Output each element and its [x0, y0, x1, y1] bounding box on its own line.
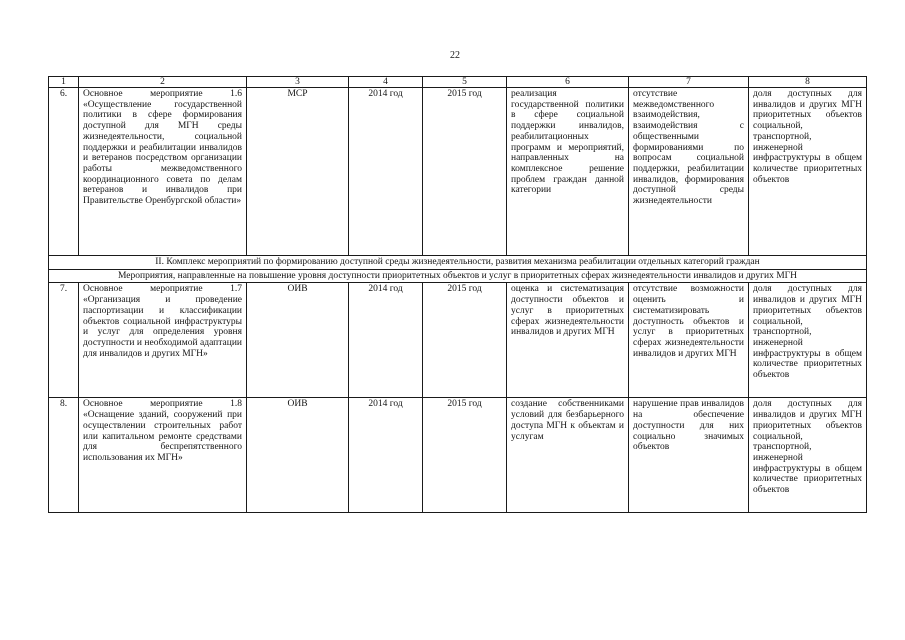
column-number: 8	[749, 77, 867, 88]
row-number: 6.	[49, 88, 79, 256]
measure-name: Основное мероприятие 1.7 «Организация и проведение паспортизации и классификации объектов социальной инфраструктуры и услуг для определения уровня доступности и необходимой адаптации для инвалидов и других МГН»	[79, 283, 247, 398]
start-year: 2014 год	[349, 398, 423, 513]
column-number: 1	[49, 77, 79, 88]
subsection-title: Мероприятия, направленные на повышение уровня доступности приоритетных объектов и услуг в приоритетных сферах жизнедеятельности инвалидов и других МГН	[49, 269, 867, 283]
end-year: 2015 год	[423, 283, 507, 398]
related-indicator: доля доступных для инвалидов и других МГН приоритетных объектов социальной, транспортной, инженерной инфраструктуры в общем количестве приоритетных объектов	[749, 283, 867, 398]
column-number: 2	[79, 77, 247, 88]
end-year: 2015 год	[423, 88, 507, 256]
related-indicator: доля доступных для инвалидов и других МГН приоритетных объектов социальной, транспортной, инженерной инфраструктуры в общем количестве приоритетных объектов	[749, 88, 867, 256]
non-implementation-consequence: отсутствие возможности оценить и систематизировать доступность объектов и услуг в приоритетных сферах жизнедеятельности инвалидов и других МГН	[629, 283, 749, 398]
executor: ОИВ	[247, 398, 349, 513]
start-year: 2014 год	[349, 283, 423, 398]
table-row	[49, 88, 867, 256]
section-title: II. Комплекс мероприятий по формированию доступной среды жизнедеятельности, развития механизма реабилитации отдельных категорий граждан	[49, 256, 867, 270]
related-indicator: доля доступных для инвалидов и других МГН приоритетных объектов социальной, транспортной, инженерной инфраструктуры в общем количестве приоритетных объектов	[749, 398, 867, 513]
table-row	[49, 283, 867, 398]
column-number: 4	[349, 77, 423, 88]
end-year: 2015 год	[423, 398, 507, 513]
row-number: 8.	[49, 398, 79, 513]
row-number: 7.	[49, 283, 79, 398]
non-implementation-consequence: нарушение прав инвалидов на обеспечение доступности для них социально значимых объектов	[629, 398, 749, 513]
measures-table	[48, 76, 867, 513]
column-number: 6	[507, 77, 629, 88]
non-implementation-consequence: отсутствие межведомственного взаимодействия, взаимодействия с общественными формированиями по вопросам социальной поддержки, реабилитации инвалидов, формирования доступной среды жизнедеятельности	[629, 88, 749, 256]
page-number: 22	[450, 50, 460, 61]
column-number-row	[49, 77, 867, 88]
table-row	[49, 398, 867, 513]
column-number: 3	[247, 77, 349, 88]
column-number: 7	[629, 77, 749, 88]
section-title-row	[49, 256, 867, 270]
column-number: 5	[423, 77, 507, 88]
executor: МСР	[247, 88, 349, 256]
expected-result: создание собственниками условий для безбарьерного доступа МГН к объектам и услугам	[507, 398, 629, 513]
expected-result: оценка и систематизация доступности объектов и услуг в приоритетных сферах жизнедеятельности инвалидов и других МГН	[507, 283, 629, 398]
measure-name: Основное мероприятие 1.6 «Осуществление государственной политики в сфере формирования доступной для МГН среды жизнедеятельности, социальной поддержки и реабилитации инвалидов и ветеранов посредством организации работы межведомственного координационного совета по делам ветеранов и инвалидов при Правительстве Оренбургской области»	[79, 88, 247, 256]
expected-result: реализация государственной политики в сфере социальной поддержки инвалидов, реабилитационных программ и мероприятий, направленных на комплексное решение проблем граждан данной категории	[507, 88, 629, 256]
measure-name: Основное мероприятие 1.8 «Оснащение зданий, сооружений при осуществлении строительных работ или капитальном ремонте средствами для беспрепятственного использования их МГН»	[79, 398, 247, 513]
executor: ОИВ	[247, 283, 349, 398]
subsection-title-row	[49, 269, 867, 283]
start-year: 2014 год	[349, 88, 423, 256]
